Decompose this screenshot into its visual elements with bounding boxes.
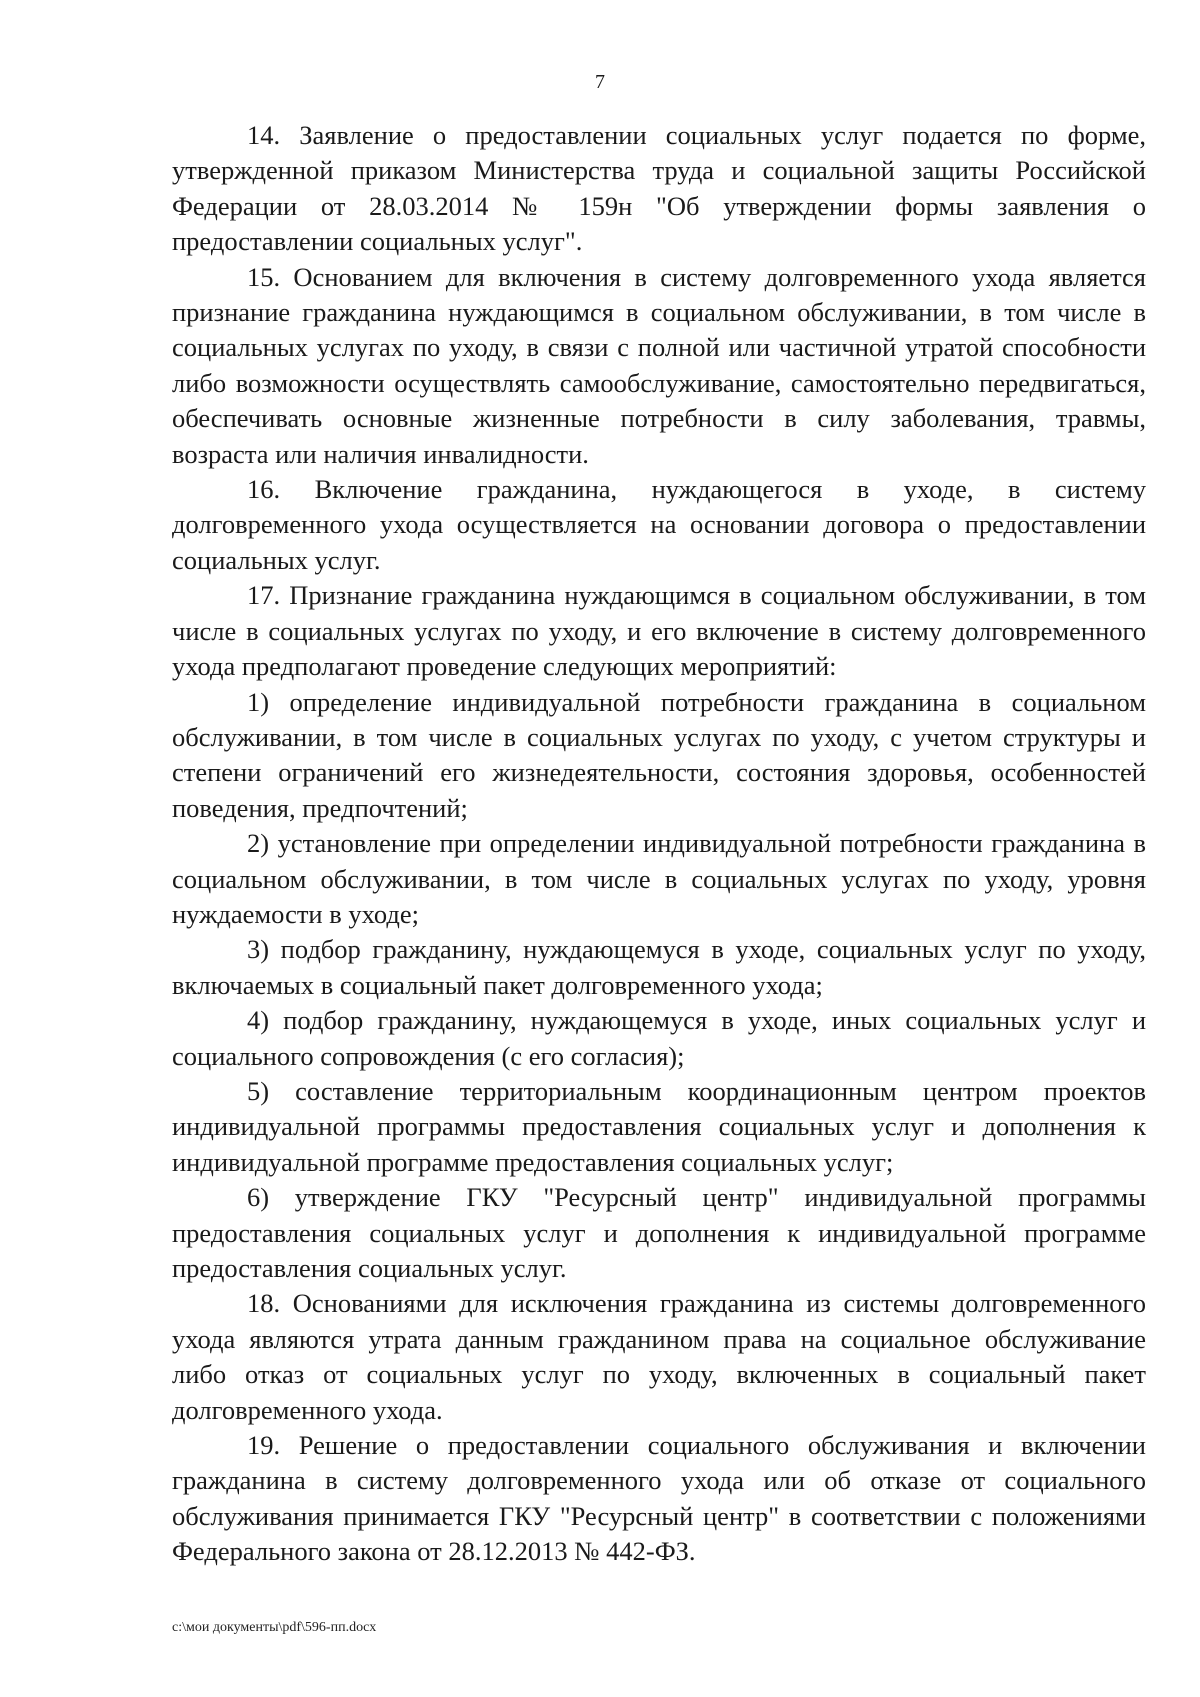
page-number: 7 — [595, 71, 605, 93]
list-item-6: 6) утверждение ГКУ "Ресурсный центр" индивидуальной программы предоставления социальных услуг и дополнения к индивидуальной программе предоставления социальных услуг. — [172, 1182, 1146, 1283]
paragraph-17: 17. Признание гражданина нуждающимся в социальном обслуживании, в том числе в социальных услугах по уходу, и его включение в систему долговременного ухода предполагают проведение следующих мероприятий: — [172, 580, 1146, 682]
list-item-5: 5) составление территориальным координационным центром проектов индивидуальной программы предоставления социальных услуг и дополнения к индивидуальной программе предоставления социальных услуг; — [172, 1075, 1146, 1177]
list-item-3: 3) подбор гражданину, нуждающемуся в уходе, социальных услуг по уходу, включаемых в социальный пакет долговременного ухода; — [172, 934, 1146, 1000]
document-body — [172, 118, 1146, 1570]
list-item-1: 1) определение индивидуальной потребности гражданина в социальном обслуживании, в том числе в социальных услугах по уходу, с учетом структуры и степени ограничений его жизнедеятельности, состояния здоровья, особенностей поведения, предпочтений; — [172, 686, 1146, 823]
paragraph-14: 14. Заявление о предоставлении социальных услуг подается по форме, утвержденной приказом Министерства труда и социальной защиты Российской Федерации от 28.03.2014 № 159н "Об утверждении формы заявления о предоставлении социальных услуг". — [172, 120, 1146, 257]
paragraph-16: 16. Включение гражданина, нуждающегося в уходе, в систему долговременного ухода осуществляется на основании договора о предоставлении социальных услуг. — [172, 474, 1146, 575]
list-item-4: 4) подбор гражданину, нуждающемуся в уходе, иных социальных услуг и социального сопровождения (с его согласия); — [172, 1005, 1146, 1071]
footer-file-path: c:\мои документы\pdf\596-пп.docx — [172, 1620, 377, 1635]
paragraph-15: 15. Основанием для включения в систему долговременного ухода является признание гражданина нуждающимся в социальном обслуживании, в том числе в социальных услугах по уходу, в связи с полной или частичной утратой способности либо возможности осуществлять самообслуживание, самостоятельно передвигаться, обеспечивать основные жизненные потребности в силу заболевания, травмы, возраста или наличия инвалидности. — [172, 261, 1146, 469]
list-item-2: 2) установление при определении индивидуальной потребности гражданина в социальном обслуживании, в том числе в социальных услугах по уходу, уровня нуждаемости в уходе; — [172, 828, 1146, 929]
paragraph-18: 18. Основаниями для исключения гражданина из системы долговременного ухода являются утрата данным гражданином права на социальное обслуживание либо отказ от социальных услуг по уходу, включенных в социальный пакет долговременного ухода. — [172, 1288, 1146, 1425]
paragraph-19: 19. Решение о предоставлении социального обслуживания и включении гражданина в систему долговременного ухода или об отказе от социального обслуживания принимается ГКУ "Ресурсный центр" в соответствии с положениями Федерального закона от 28.12.2013 № 442-ФЗ. — [172, 1430, 1146, 1567]
